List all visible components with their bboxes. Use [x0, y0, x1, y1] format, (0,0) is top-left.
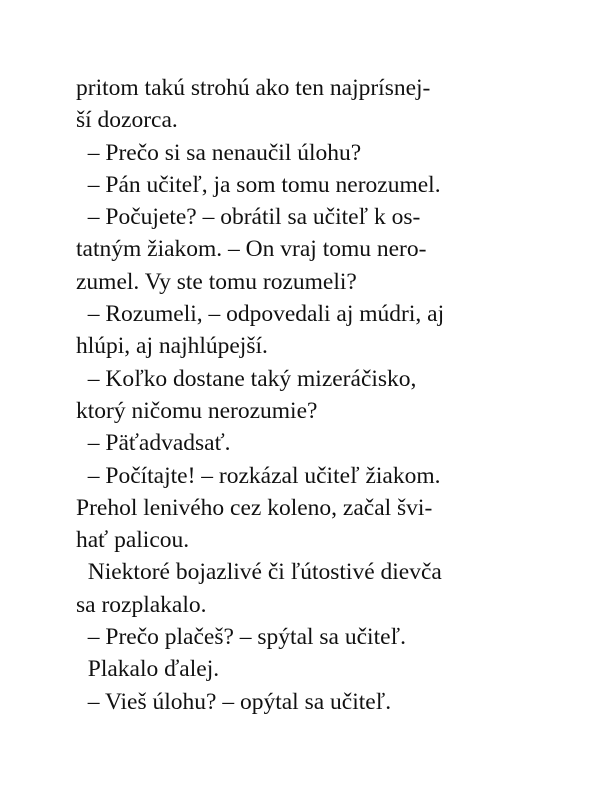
text-line: ší dozorca.	[76, 107, 178, 134]
text-line: – Prečo si sa nenaučil úlohu?	[76, 139, 362, 166]
text-line: tatným žiakom. – On vraj tomu nero-	[76, 236, 427, 263]
text-line: Niektoré bojazlivé či ľútostivé dievča	[76, 559, 442, 586]
text-line: – Počítajte! – rozkázal učiteľ žiakom.	[76, 462, 441, 489]
text-line: – Prečo plačeš? – spýtal sa učiteľ.	[76, 624, 406, 651]
text-line: ktorý ničomu nerozumie?	[76, 397, 318, 424]
text-line: – Päťadvadsať.	[76, 430, 231, 457]
text-line: Plakalo ďalej.	[76, 656, 220, 683]
text-line: pritom takú strohú ako ten najprísnej-	[76, 75, 431, 101]
text-line: – Pán učiteľ, ja som tomu nerozumel.	[76, 171, 441, 198]
text-line: sa rozplakalo.	[76, 591, 207, 618]
text-line: hať palicou.	[76, 527, 190, 554]
body-text	[76, 72, 596, 718]
text-line: – Koľko dostane taký mizeráčisko,	[76, 365, 417, 392]
text-line: – Počujete? – obrátil sa učiteľ k os-	[76, 204, 421, 231]
text-line: hlúpi, aj najhlúpejší.	[76, 333, 268, 360]
text-line: Prehol lenivého cez koleno, začal švi-	[76, 494, 433, 521]
text-line: zumel. Vy ste tomu rozumeli?	[76, 268, 357, 295]
text-line: – Vieš úlohu? – opýtal sa učiteľ.	[76, 688, 392, 715]
text-line: – Rozumeli, – odpovedali aj múdri, aj	[76, 301, 445, 328]
